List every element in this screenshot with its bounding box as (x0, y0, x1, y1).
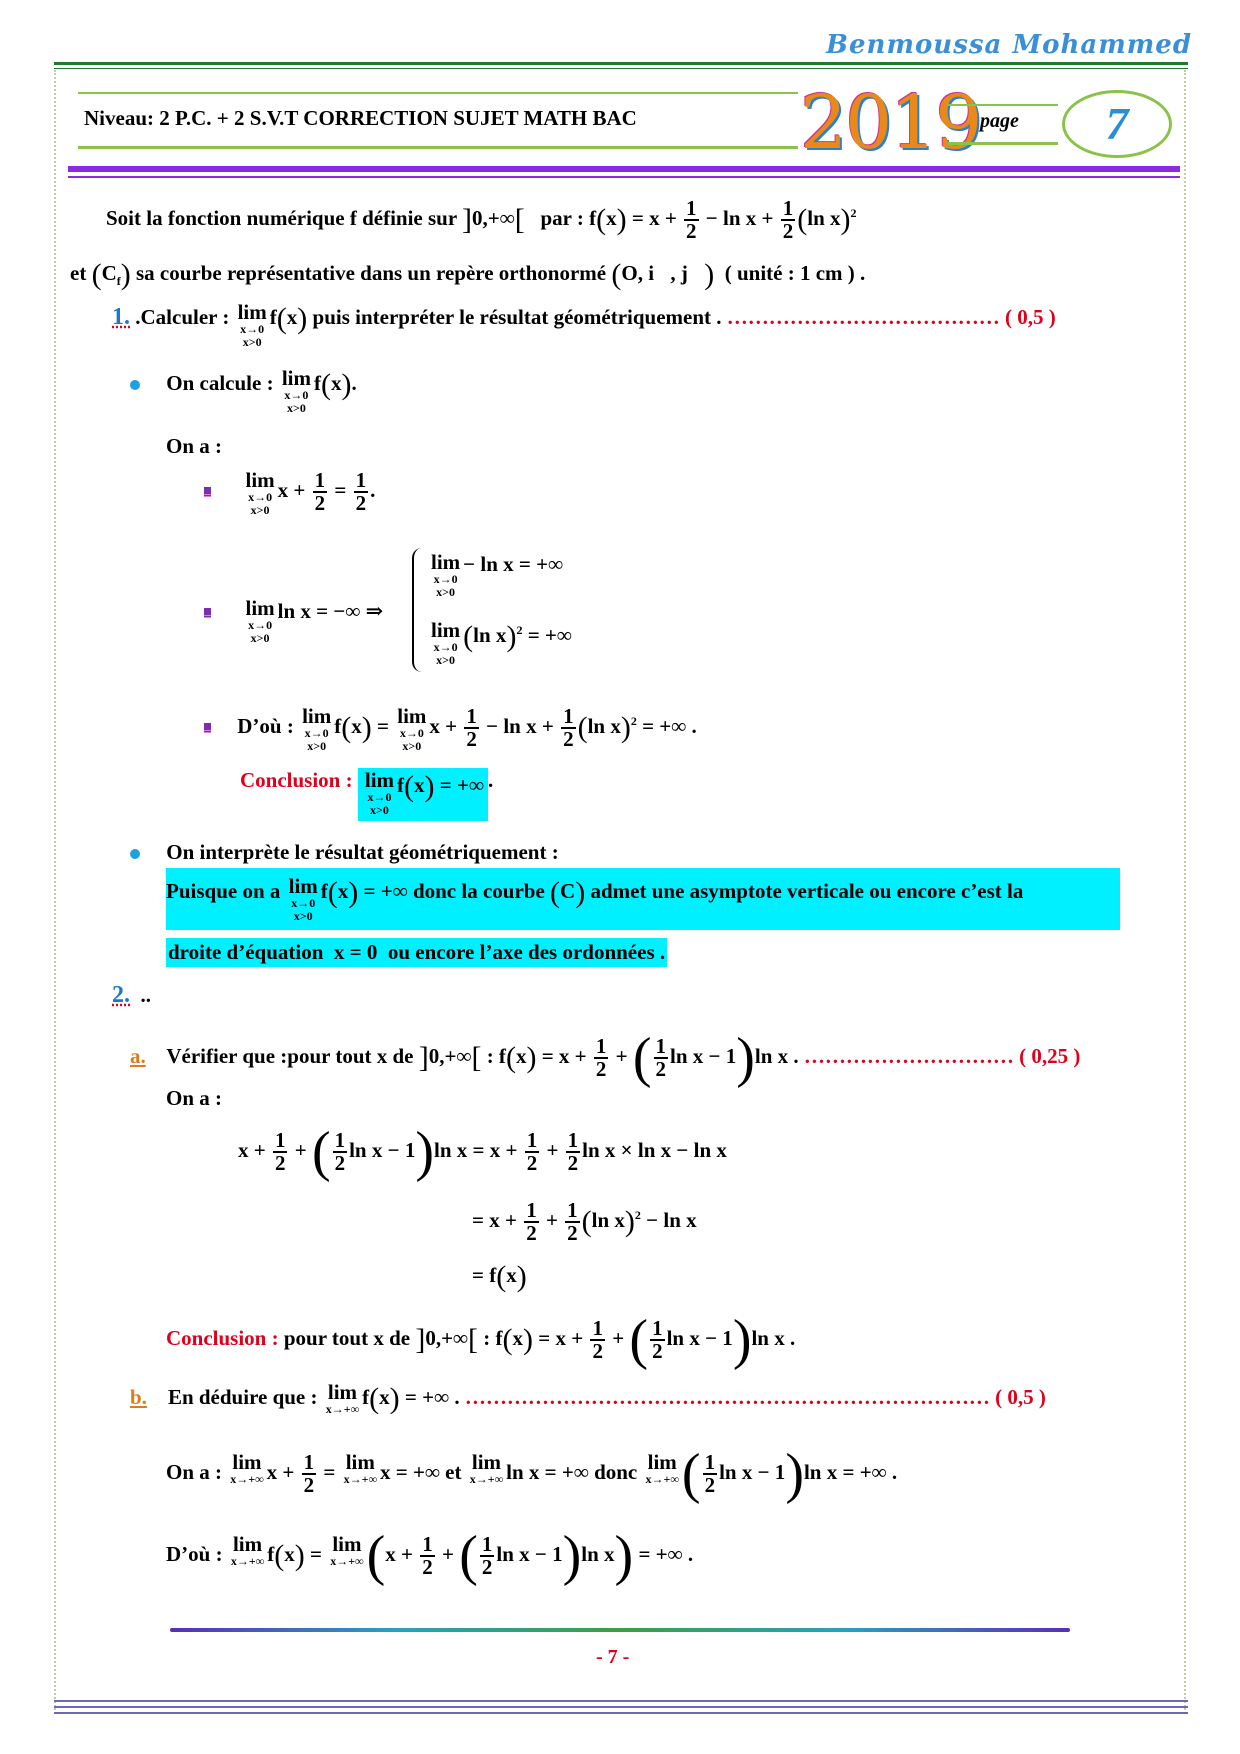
q2b-dou: D’où : lim x→+∞ f(x) = lim x→+∞ (x + $\frac{1}{2}$ + ( $\frac{1}{2}$ ln x − 1)ln x) = +∞ . (166, 1525, 694, 1587)
bottom-rule-3 (54, 1712, 1188, 1714)
q1-brace (412, 548, 424, 672)
q1-step-1: lim x→0 x>0 x + $\frac{1}{2}$ = $\frac{1}{2}$ . (204, 470, 375, 517)
q1-conclusion: Conclusion : lim x→0 x>0 f(x) = +∞ . (240, 768, 493, 821)
q1-interp-line-2: droite d’équation x = 0 ou encore l’axe des ordonnées . (166, 938, 667, 967)
intro-line-1: Soit la fonction numérique f définie sur ]0,+∞[ par : f(x) = x + $\frac{1}{2}$ − ln x + $\frac{1}{2}$ (ln x)$^2$ (106, 196, 857, 243)
header-band (78, 92, 798, 149)
intro-line-2: et $(C_f)$ sa courbe représentative dans un repère orthonormé (O, i⃗, j⃗) ( unité : 1 cm ) . (70, 258, 866, 291)
bottom-rule-2 (54, 1706, 1188, 1708)
q1-interp-title: On interprète le résultat géométriquement : (130, 840, 559, 865)
q1-calc: On calcule : lim x→0 x>0 f(x). (130, 368, 357, 415)
purple-rule-thin (68, 176, 1180, 178)
page-number: 7 (1105, 98, 1129, 149)
q1-step-2: lim x→0 x>0 ln x = −∞ ⇒ (204, 598, 383, 645)
footer-rule (170, 1628, 1070, 1632)
q2a-conclusion: Conclusion : pour tout x de ]0,+∞[ : f(x) = x + $\frac{1}{2}$ + ( $\frac{1}{2}$ ln x − 1)ln x . (166, 1309, 796, 1371)
page-number-badge (1062, 90, 1172, 158)
q1-step-2-b: lim x→0 x>0 (ln x)$^2$ = +∞ (431, 618, 572, 667)
top-green-rule (54, 62, 1188, 65)
q2a-calc-1: x + $\frac{1}{2}$ + ( $\frac{1}{2}$ ln x − 1)ln x = x + $\frac{1}{2}$ + $\frac{1}{2}$ ln x × ln x − ln x (238, 1121, 727, 1183)
q1-interp-line-1: Puisque on a lim x→0 x>0 f(x) = +∞ donc la courbe (C) admet une asymptote verticale ou encore c’est la (166, 874, 1024, 923)
q1-step-3: D’où : lim x→0 x>0 f(x) = lim x→0 x>0 x + $\frac{1}{2}$ − ln x + $\frac{1}{2}$ (ln x)$^2$ = +∞ . (204, 706, 697, 753)
q2b-on-a: On a : lim x→+∞ x + $\frac{1}{2}$ = lim x→+∞ x = +∞ et lim x→+∞ ln x = +∞ donc lim x→+∞ ( $\frac{1}{2}$ ln x − 1)ln x = +∞ . (166, 1443, 898, 1505)
q1-on-a: On a : (166, 434, 223, 458)
q1-step-2-a: lim x→0 x>0 − ln x = +∞ (431, 550, 564, 599)
author-signature: Benmoussa Mohammed (826, 30, 1192, 60)
q2-header: 2. .. (112, 982, 151, 1008)
header-title: Niveau: 2 P.C. + 2 S.V.T CORRECTION SUJET MATH BAC (84, 106, 637, 130)
right-dotted-border (1184, 70, 1186, 1710)
q2a-on-a: On a : (166, 1086, 223, 1110)
page-label: page (980, 110, 1019, 132)
q2b-statement: b. En déduire que : lim x→+∞ f(x) = +∞ . ………………………………………………………………… ( 0,5 ) (130, 1380, 1046, 1416)
q2a-calc-2: = x + $\frac{1}{2}$ + $\frac{1}{2}$ (ln x)$^2$ − ln x (472, 1198, 697, 1245)
q2a-statement: a. Vérifier que :pour tout x de ]0,+∞[ : f(x) = x + $\frac{1}{2}$ + ( $\frac{1}{2}$ ln x − 1)ln x . ………………………… ( 0,25 ) (130, 1027, 1081, 1089)
q1-statement: 1. .Calculer : lim x→0 x>0 f(x) puis interpréter le résultat géométriquement . ………………………………… ( 0,5 ) (112, 300, 1056, 349)
top-green-rule-2 (54, 68, 1188, 69)
left-dotted-border (54, 70, 56, 1710)
bottom-rule-1 (54, 1700, 1188, 1702)
footer-page-number: - 7 - (596, 1646, 630, 1668)
q2a-calc-3: = f(x) (472, 1260, 527, 1293)
year-badge: 2019 (800, 80, 981, 166)
purple-rule (68, 166, 1180, 172)
